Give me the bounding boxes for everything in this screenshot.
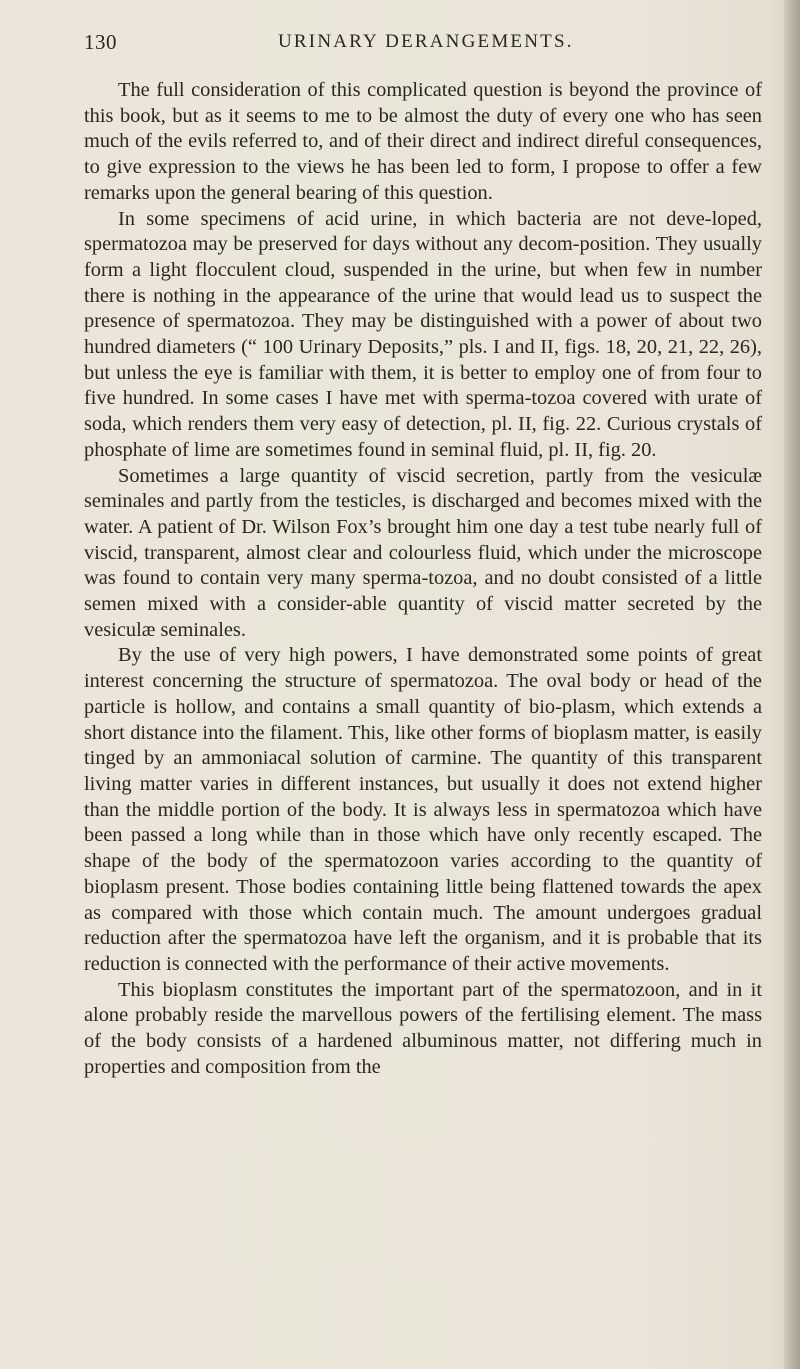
body-text	[84, 78, 762, 1080]
page-number: 130	[84, 30, 117, 54]
paragraph: In some specimens of acid urine, in which bacteria are not deve-loped, spermatozoa may be preserved for days without any decom-position. They usually form a light flocculent cloud, suspended in the urine, but when few in number there is nothing in the appearance of the urine that would lead us to suspect the presence of spermatozoa. They may be distinguished with a power of about two hundred diameters (“ 100 Urinary Deposits,” pls. I and II, figs. 18, 20, 21, 22, 26), but unless the eye is familiar with them, it is better to employ one of from four to five hundred. In some cases I have met with sperma-tozoa covered with urate of soda, which renders them very easy of detection, pl. II, fig. 22. Curious crystals of phosphate of lime are sometimes found in seminal fluid, pl. II, fig. 20.	[84, 207, 762, 461]
page-edge-shadow	[784, 0, 800, 1369]
paragraph: The full consideration of this complicated question is beyond the province of this book, but as it seems to me to be almost the duty of every one who has seen much of the evils referred to, and of their direct and indirect direful consequences, to give expression to the views he has been led to form, I propose to offer a few remarks upon the general bearing of this question.	[84, 79, 762, 204]
page-header	[84, 30, 764, 60]
running-head: URINARY DERANGEMENTS.	[278, 31, 574, 52]
paragraph: This bioplasm constitutes the important part of the spermatozoon, and in it alone probably reside the marvellous powers of the fertilising element. The mass of the body consists of a hardened albuminous matter, not differing much in properties and composition from the	[84, 978, 762, 1078]
paragraph: By the use of very high powers, I have demonstrated some points of great interest concerning the structure of spermatozoa. The oval body or head of the particle is hollow, and contains a small quantity of bio-plasm, which extends a short distance into the filament. This, like other forms of bioplasm matter, is easily tinged by an ammoniacal solution of carmine. The quantity of this transparent living matter varies in different instances, but usually it does not extend higher than the middle portion of the body. It is always less in spermatozoa which have been passed a long while than in those which have only recently escaped. The shape of the body of the spermatozoon varies according to the quantity of bioplasm present. Those bodies containing little being flattened towards the apex as compared with those which contain much. The amount undergoes gradual reduction after the spermatozoa have left the organism, and it is probable that its reduction is connected with the performance of their active movements.	[84, 644, 762, 975]
paragraph: Sometimes a large quantity of viscid secretion, partly from the vesiculæ seminales and partly from the testicles, is discharged and becomes mixed with the water. A patient of Dr. Wilson Fox’s brought him one day a test tube nearly full of viscid, transparent, almost clear and colourless fluid, which under the microscope was found to contain very many sperma-tozoa, and no doubt consisted of a little semen mixed with a consider-able quantity of viscid matter secreted by the vesiculæ seminales.	[84, 464, 762, 641]
